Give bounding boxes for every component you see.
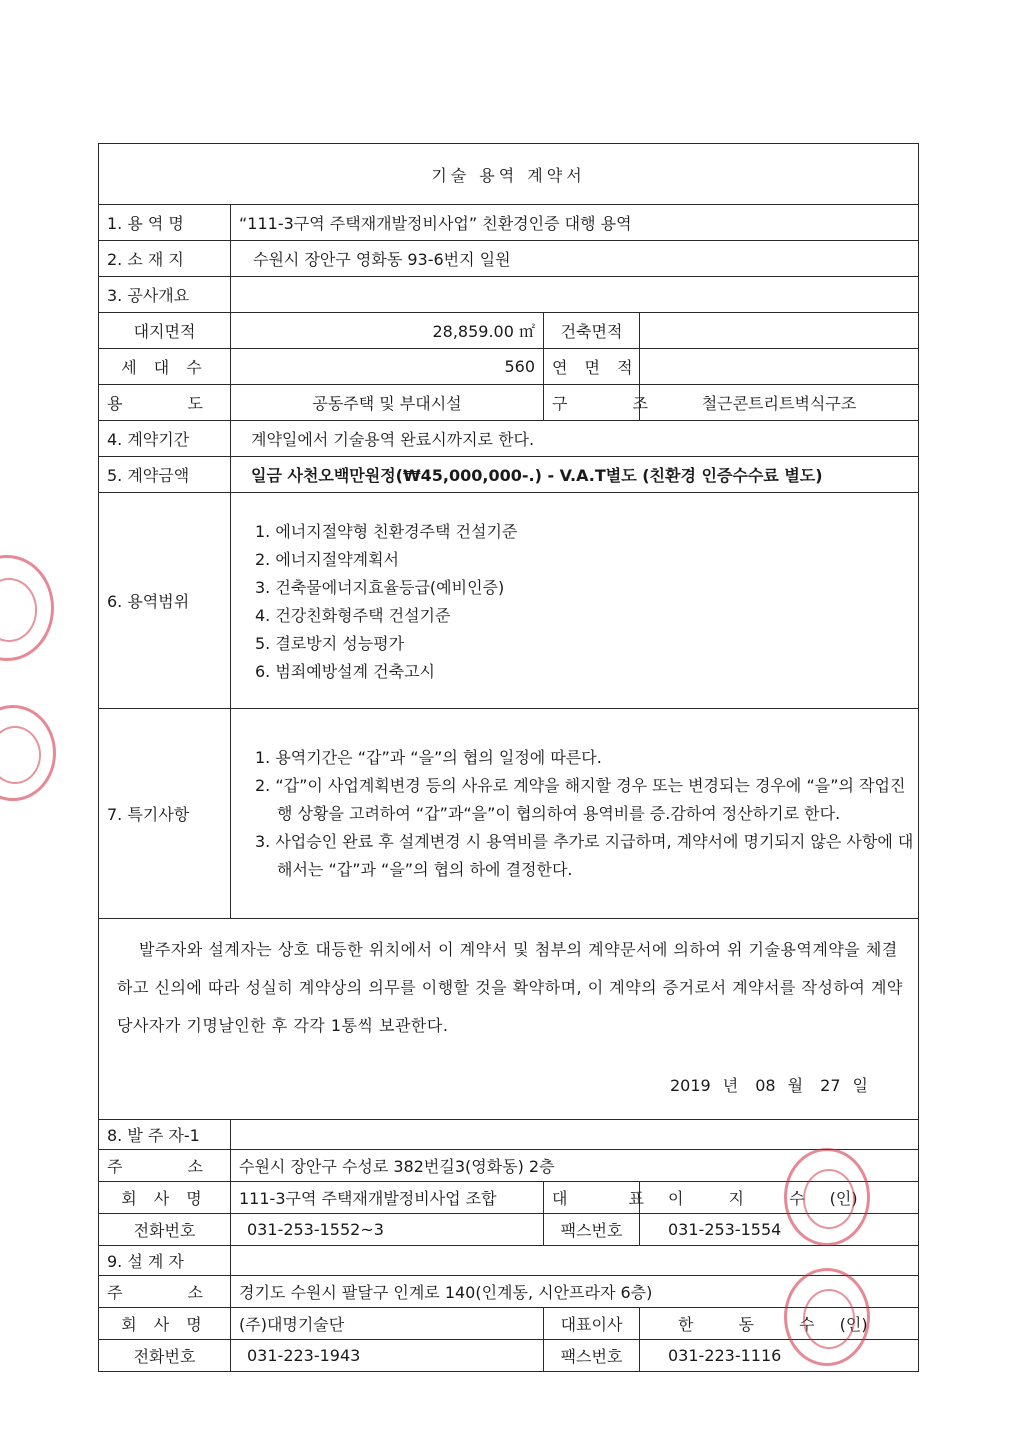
designer-seal-mark: (인) — [839, 1315, 868, 1334]
client-rep-label: 대 표 — [544, 1182, 640, 1214]
client-seal-mark: (인) — [829, 1189, 858, 1208]
building-area-label: 건축면적 — [544, 313, 640, 349]
structure-label: 구 조 — [544, 385, 640, 421]
client-rep: 이 지 수 — [668, 1189, 825, 1208]
list-item: 2. “갑”이 사업계획변경 등의 사유로 계약을 해지할 경우 또는 변경되는 경우에 “을”의 작업진행 상황을 고려하여 “갑”과“을”이 협의하여 용역비를 증.감하여 정산하기로 한다. — [255, 775, 906, 823]
date-year-unit: 년 — [722, 1076, 739, 1095]
service-name-value: “111-3구역 주택재개발정비사업” 친환경인증 대행 용역 — [231, 205, 919, 241]
households-label: 세 대 수 — [99, 349, 231, 385]
client-phone-label: 전화번호 — [99, 1214, 231, 1246]
stamp-icon — [0, 705, 56, 801]
client-rep-cell — [640, 1182, 919, 1214]
period-value: 계약일에서 기술용역 완료시까지로 한다. — [231, 421, 919, 457]
date-month: 08 — [755, 1076, 776, 1095]
document-title: 기술 용역 계약서 — [99, 144, 919, 205]
building-area-value — [640, 313, 919, 349]
designer-address: 경기도 수원시 팔달구 인계로 140(인계동, 시안프라자 6층) — [231, 1276, 919, 1308]
scope-list — [239, 518, 910, 686]
overview-value — [231, 277, 919, 313]
structure-value: 철근콘트리트벽식구조 — [640, 385, 919, 421]
client-address-label: 주 소 — [99, 1150, 231, 1182]
designer-rep-label: 대표이사 — [544, 1308, 640, 1340]
scope-cell — [231, 493, 919, 709]
designer-address-label: 주 소 — [99, 1276, 231, 1308]
amount-label: 5. 계약금액 — [99, 457, 231, 493]
client-phone: 031-253-1552~3 — [231, 1214, 544, 1246]
list-item: 3. 건축물에너지효율등급(예비인증) — [255, 577, 505, 597]
use-label: 용 도 — [99, 385, 231, 421]
client-company-label: 회 사 명 — [99, 1182, 231, 1214]
client-address: 수원시 장안구 수성로 382번길3(영화동) 2층 — [231, 1150, 919, 1182]
list-item: 2. 에너지절약계획서 — [255, 549, 399, 569]
contract-date — [117, 1067, 904, 1105]
stamp-icon — [0, 555, 54, 661]
list-item: 5. 결로방지 성능평가 — [255, 633, 405, 653]
designer-company-label: 회 사 명 — [99, 1308, 231, 1340]
special-terms-cell — [231, 709, 919, 919]
households-value: 560 — [231, 349, 544, 385]
service-name-label: 1. 용 역 명 — [99, 205, 231, 241]
site-area-label: 대지면적 — [99, 313, 231, 349]
list-item: 4. 건강친화형주택 건설기준 — [255, 605, 451, 625]
special-terms-list — [239, 744, 914, 884]
client-seal-stamp-icon — [784, 1148, 870, 1246]
designer-phone-label: 전화번호 — [99, 1340, 231, 1372]
designer-seal-stamp-icon — [784, 1268, 870, 1366]
amount-value: 일금 사천오백만원정(₩45,000,000-.) - V.A.T별도 (친환경 인증수수료 별도) — [231, 457, 919, 493]
agreement-text: 발주자와 설계자는 상호 대등한 위치에서 이 계약서 및 첨부의 계약문서에 의하여 위 기술용역계약을 체결하고 신의에 따라 성실히 계약상의 의무를 이행할 것을 확약하며, 이 계약의 증거로서 계약서를 작성하여 계약당사자가 기명날인한 후 각각 1통씩 보관한다. — [117, 940, 903, 1035]
date-day-unit: 일 — [852, 1076, 868, 1095]
list-item: 6. 범죄예방설계 건축고시 — [255, 661, 435, 681]
use-value: 공동주택 및 부대시설 — [231, 385, 544, 421]
designer-rep: 한 동 수 — [678, 1315, 835, 1334]
date-month-unit: 월 — [787, 1076, 804, 1095]
agreement-cell — [99, 919, 919, 1120]
list-item: 3. 사업승인 완료 후 설계변경 시 용역비를 추가로 지급하며, 계약서에 명기되지 않은 사항에 대해서는 “갑”과 “을”의 협의 하에 결정한다. — [255, 831, 914, 879]
floor-area-label: 연 면 적 — [544, 349, 640, 385]
client-company: 111-3구역 주택재개발정비사업 조합 — [231, 1182, 544, 1214]
designer-company: (주)대명기술단 — [231, 1308, 544, 1340]
special-terms-label: 7. 특기사항 — [99, 709, 231, 919]
location-label: 2. 소 재 지 — [99, 241, 231, 277]
designer-phone: 031-223-1943 — [231, 1340, 544, 1372]
designer-header: 9. 설 계 자 — [99, 1246, 231, 1276]
designer-fax: 031-223-1116 — [640, 1340, 919, 1372]
list-item: 1. 용역기간은 “갑”과 “을”의 협의 일정에 따른다. — [255, 747, 602, 767]
floor-area-value — [640, 349, 919, 385]
list-item: 1. 에너지절약형 친환경주택 건설기준 — [255, 521, 518, 541]
client-header-blank — [231, 1120, 919, 1150]
period-label: 4. 계약기간 — [99, 421, 231, 457]
client-header: 8. 발 주 자-1 — [99, 1120, 231, 1150]
location-value: 수원시 장안구 영화동 93-6번지 일원 — [231, 241, 919, 277]
client-fax: 031-253-1554 — [640, 1214, 919, 1246]
designer-fax-label: 팩스번호 — [544, 1340, 640, 1372]
site-area-value: 28,859.00 ㎡ — [231, 313, 544, 349]
designer-rep-cell — [640, 1308, 919, 1340]
overview-label: 3. 공사개요 — [99, 277, 231, 313]
client-fax-label: 팩스번호 — [544, 1214, 640, 1246]
scope-label: 6. 용역범위 — [99, 493, 231, 709]
date-year: 2019 — [669, 1076, 711, 1095]
date-day: 27 — [820, 1076, 841, 1095]
